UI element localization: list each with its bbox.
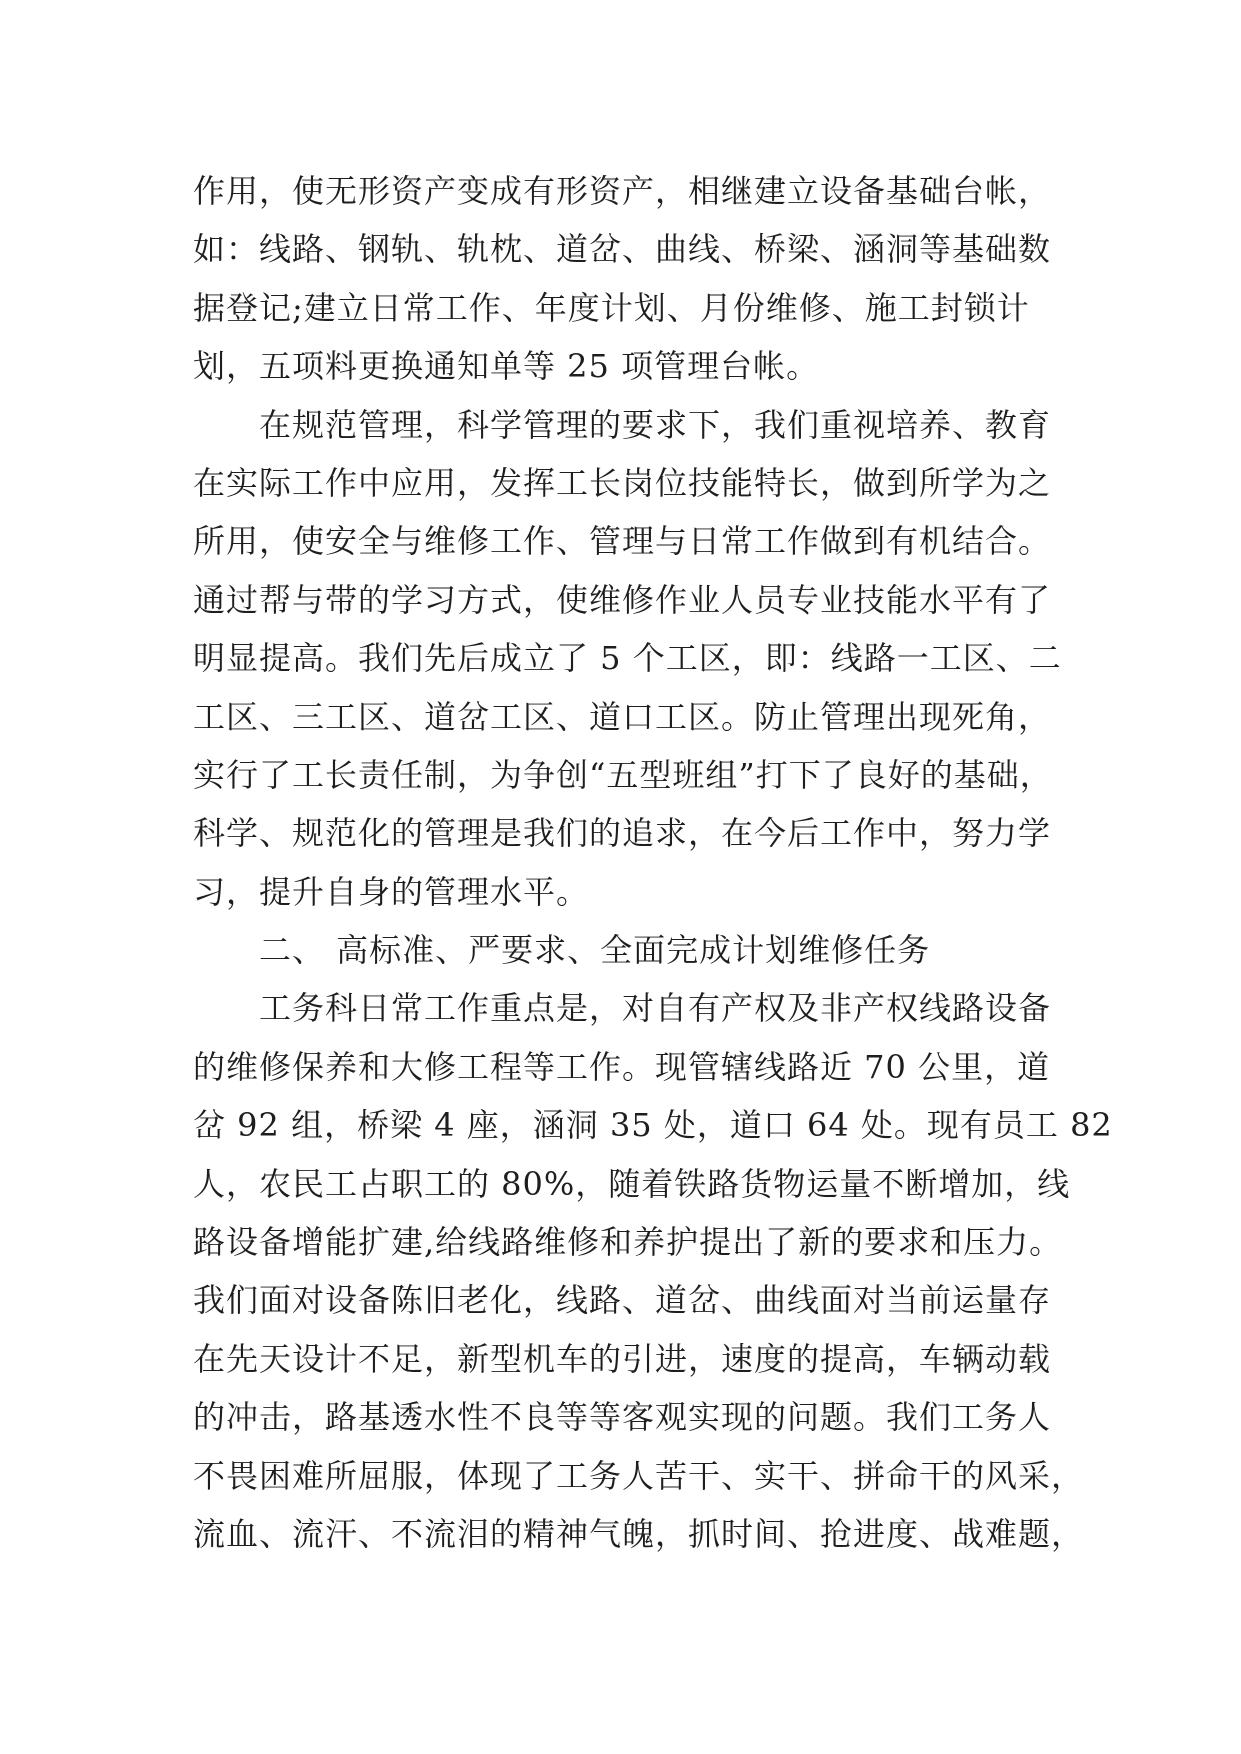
text-line: 路设备增能扩建,给线路维修和养护提出了新的要求和压力。	[193, 1223, 1063, 1262]
text-line: 据登记;建立日常工作、年度计划、月份维修、施工封锁计	[193, 288, 1030, 327]
text-line: 划，五项料更换通知单等 25 项管理台帐。	[193, 347, 820, 386]
text-line: 明显提高。我们先后成立了 5 个工区，即：线路一工区、二	[193, 639, 1062, 678]
text-line: 不畏困难所屈服，体现了工务人苦干、实干、拼命干的风采，	[193, 1456, 1085, 1495]
text-line: 工区、三工区、道岔工区、道口工区。防止管理出现死角，	[193, 697, 1052, 736]
text-line: 人，农民工占职工的 80%，随着铁路货物运量不断增加，线	[193, 1164, 1071, 1203]
text-line: 习，提升自身的管理水平。	[193, 872, 590, 911]
text-line: 的冲击，路基透水性不良等等客观实现的问题。我们工务人	[193, 1398, 1052, 1437]
text-line: 岔 92 组，桥梁 4 座，涵洞 35 处，道口 64 处。现有员工 82	[193, 1106, 1113, 1145]
text-line: 所用，使安全与维修工作、管理与日常工作做到有机结合。	[193, 522, 1052, 561]
text-line: 流血、流汗、不流泪的精神气魄，抓时间、抢进度、战难题，	[193, 1514, 1085, 1553]
section-heading: 二、 高标准、严要求、全面完成计划维修任务	[259, 931, 931, 970]
text-line: 在先天设计不足，新型机车的引进，速度的提高，车辆动载	[193, 1339, 1052, 1378]
text-line: 的维修保养和大修工程等工作。现管辖线路近 70 公里，道	[193, 1047, 1051, 1086]
document-body	[193, 162, 1113, 1563]
text-line: 我们面对设备陈旧老化，线路、道岔、曲线面对当前运量存	[193, 1281, 1052, 1320]
text-line: 通过帮与带的学习方式，使维修作业人员专业技能水平有了	[193, 580, 1052, 619]
text-line: 在实际工作中应用，发挥工长岗位技能特长，做到所学为之	[193, 463, 1052, 502]
text-line: 如：线路、钢轨、轨枕、道岔、曲线、桥梁、涵洞等基础数	[193, 230, 1052, 269]
paragraph-first-line: 工务科日常工作重点是，对自有产权及非产权线路设备	[259, 989, 1052, 1028]
paragraph-first-line: 在规范管理，科学管理的要求下，我们重视培养、教育	[259, 405, 1052, 444]
text-line: 科学、规范化的管理是我们的追求，在今后工作中，努力学	[193, 814, 1052, 853]
text-line: 作用，使无形资产变成有形资产，相继建立设备基础台帐，	[193, 172, 1052, 210]
text-line: 实行了工长责任制，为争创“五型班组”打下了良好的基础，	[193, 755, 1053, 794]
